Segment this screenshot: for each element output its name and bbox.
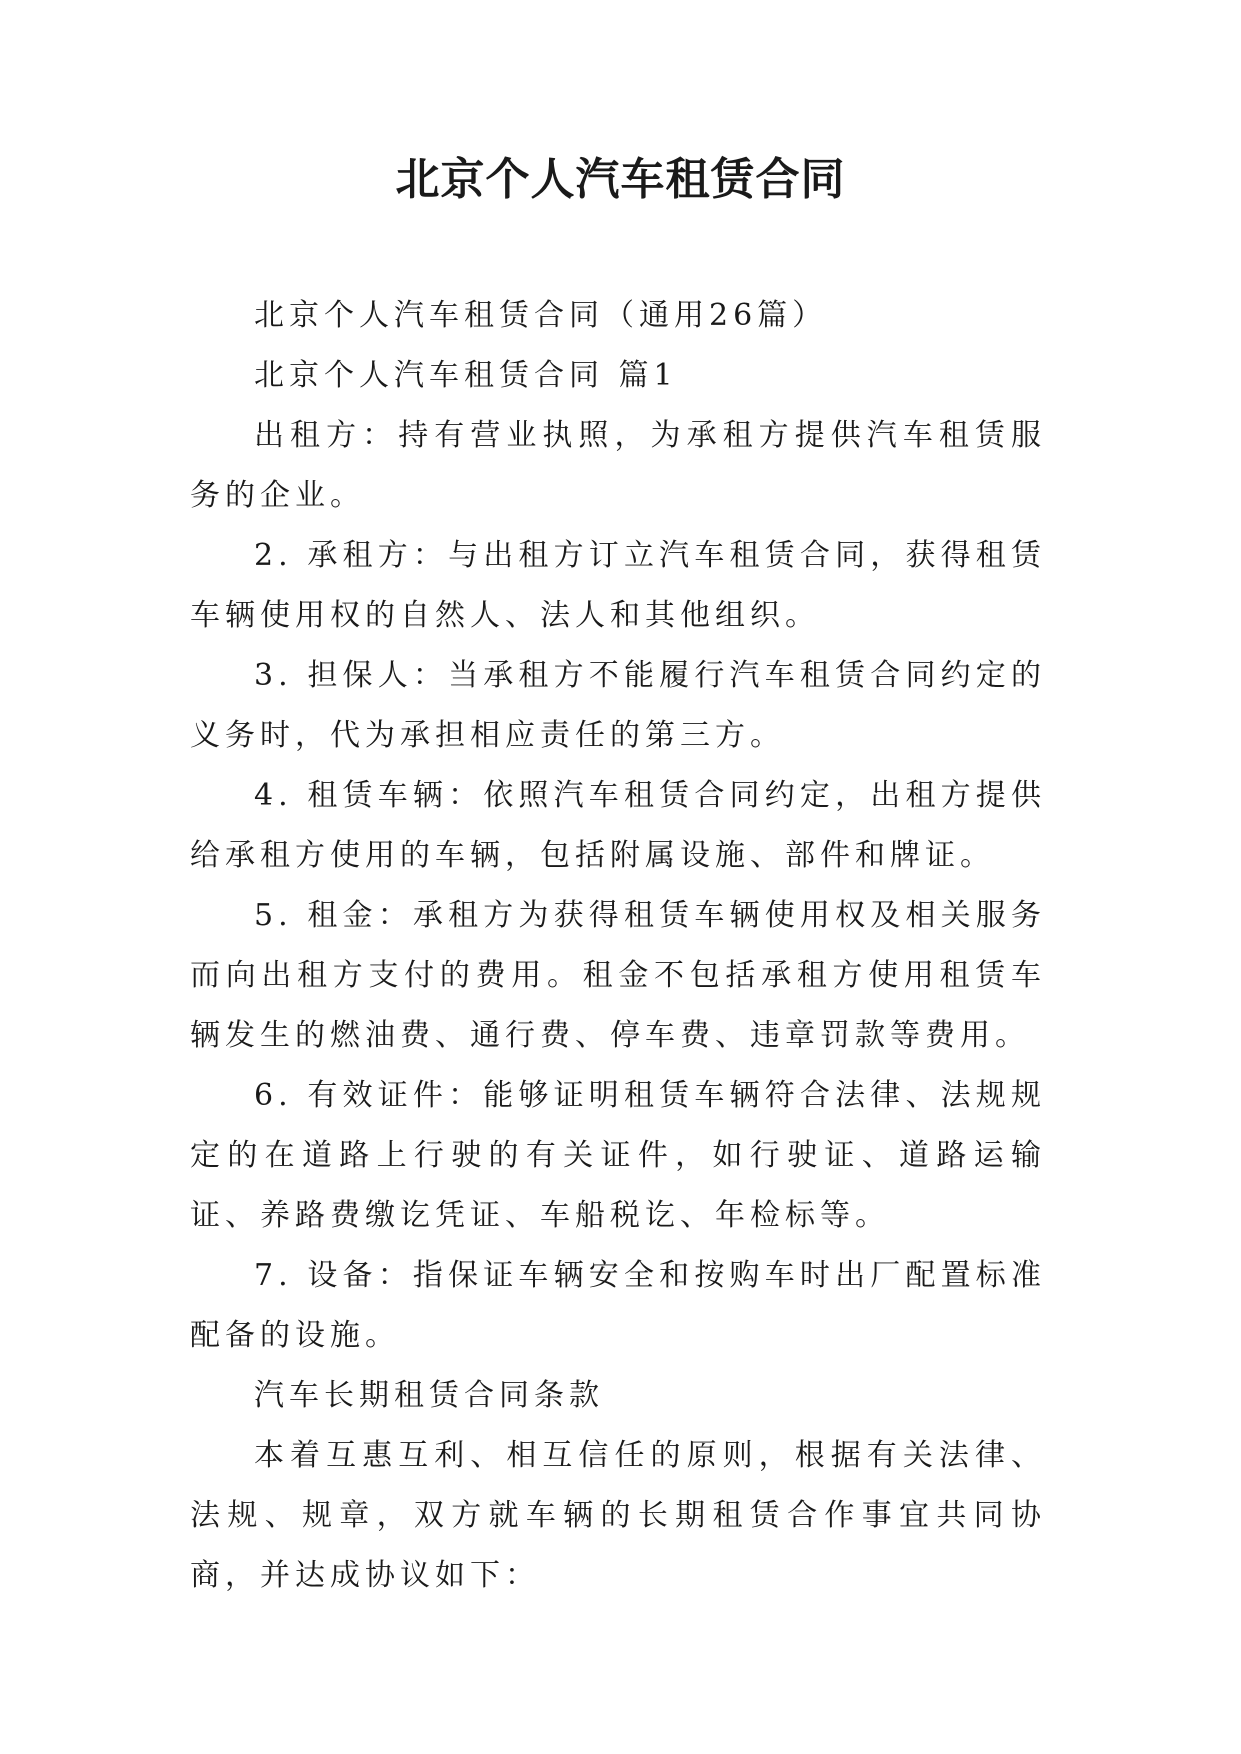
paragraph-chapter-heading: 北京个人汽车租赁合同 篇1 (254, 358, 678, 393)
paragraph-definition-rent: 5. 租金：承租方为获得租赁车辆使用权及相关服务而向出租方支付的费用。租金不包括承租方使用租赁车辆发生的燃油费、通行费、停车费、违章罚款等费用。 (190, 898, 1046, 1053)
paragraph-definition-lessee: 2. 承租方：与出租方订立汽车租赁合同，获得租赁车辆使用权的自然人、法人和其他组织。 (190, 538, 1046, 633)
paragraph-preamble: 本着互惠互利、相互信任的原则，根据有关法律、法规、规章，双方就车辆的长期租赁合作事宜共同协商，并达成协议如下： (190, 1438, 1046, 1593)
paragraph-section-heading: 汽车长期租赁合同条款 (254, 1378, 604, 1413)
paragraph-definition-equipment: 7. 设备：指保证车辆安全和按购车时出厂配置标准配备的设施。 (190, 1258, 1046, 1353)
paragraph-definition-vehicle: 4. 租赁车辆：依照汽车租赁合同约定，出租方提供给承租方使用的车辆，包括附属设施、部件和牌证。 (190, 778, 1046, 873)
paragraph-definition-documents: 6. 有效证件：能够证明租赁车辆符合法律、法规规定的在道路上行驶的有关证件，如行驶证、道路运输证、养路费缴讫凭证、车船税讫、年检标等。 (190, 1078, 1046, 1233)
document-title: 北京个人汽车租赁合同 (395, 154, 846, 205)
document-body (190, 286, 1046, 1606)
paragraph-definition-lessor: 出租方：持有营业执照，为承租方提供汽车租赁服务的企业。 (190, 418, 1046, 513)
paragraph-definition-guarantor: 3. 担保人：当承租方不能履行汽车租赁合同约定的义务时，代为承担相应责任的第三方。 (190, 658, 1046, 753)
paragraph-collection-title: 北京个人汽车租赁合同（通用26篇） (254, 298, 828, 333)
